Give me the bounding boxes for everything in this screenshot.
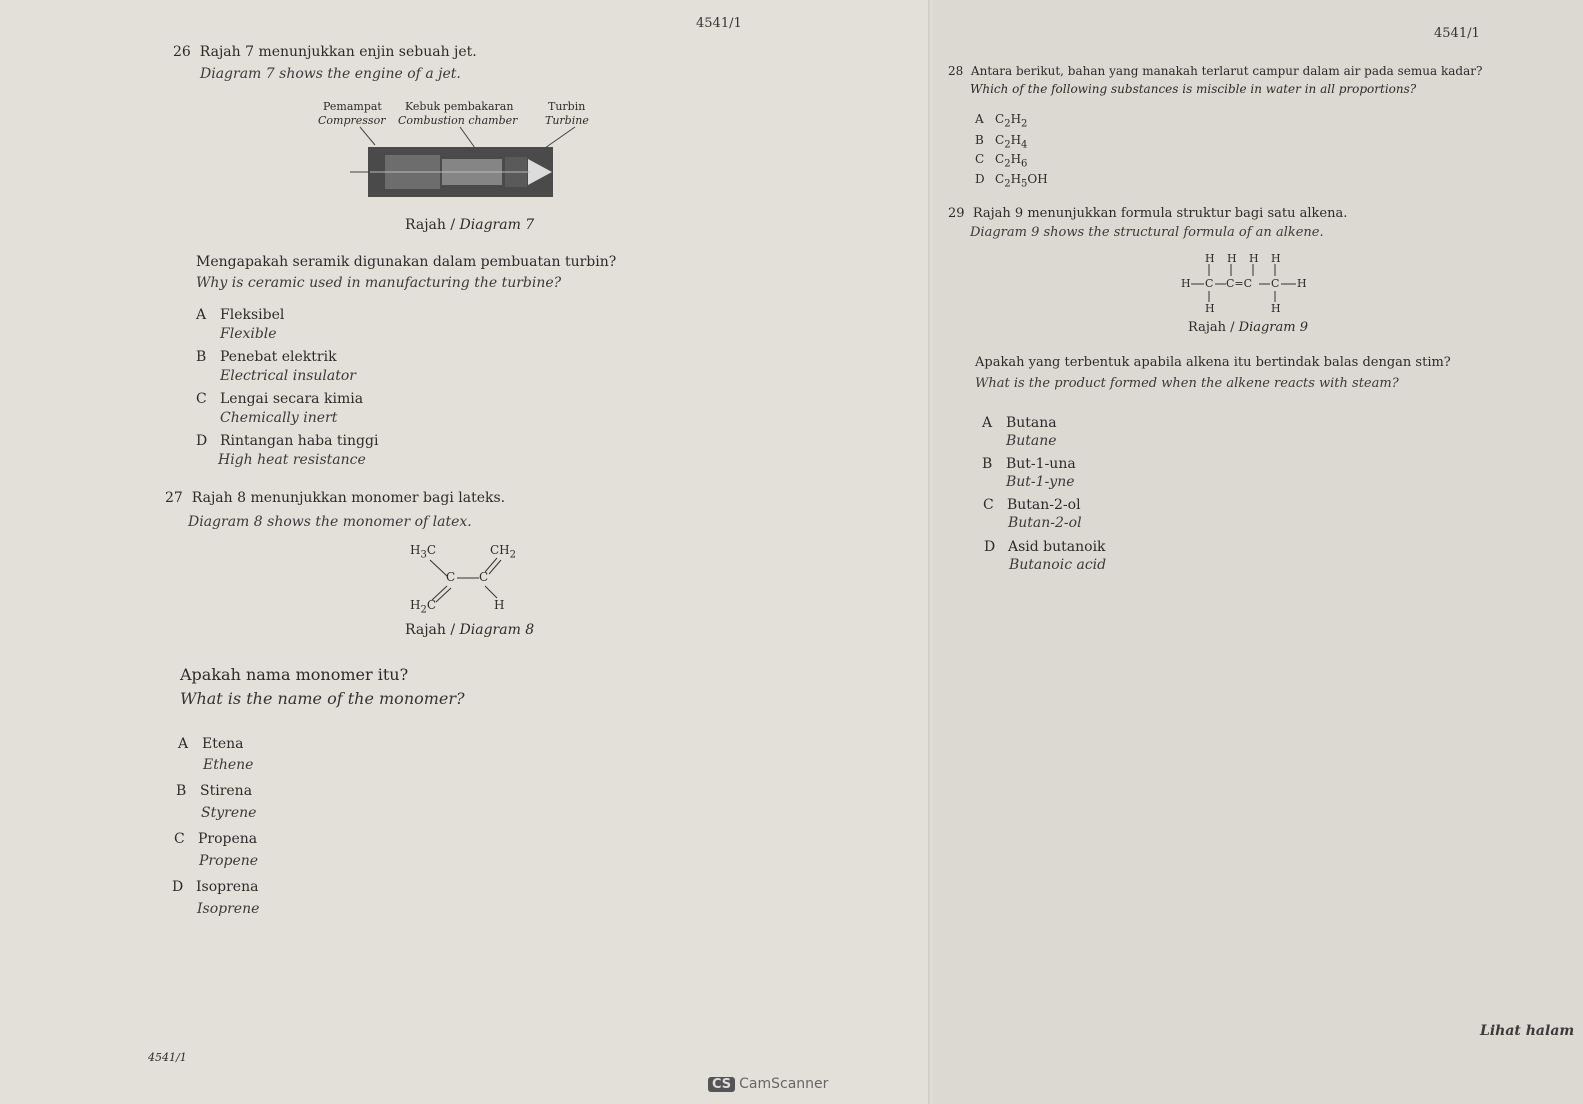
alkene-h-top-2: H <box>1227 252 1237 265</box>
q29-option-a-en: Butane <box>1006 433 1057 449</box>
isoprene-h2c: $H_2C$ <box>410 598 437 616</box>
footer-next-page: Lihat halam <box>1480 1023 1575 1039</box>
alkene-c-4: C <box>1271 277 1280 290</box>
isoprene-c2: C <box>479 570 489 584</box>
footer-code-left: 4541/1 <box>148 1051 187 1064</box>
camscanner-logo-icon: CS <box>708 1077 735 1092</box>
diagram8-caption: Rajah / Diagram 8 <box>405 622 535 638</box>
q27-option-c[interactable]: C Propena <box>174 831 258 847</box>
q26-option-d[interactable]: D Rintangan haba tinggi <box>196 433 379 449</box>
q26-number: 26 <box>173 44 191 60</box>
q26-text-ms: 26 Rajah 7 menunjukkan enjin sebuah jet. <box>173 44 477 60</box>
alkene-bonds <box>1175 250 1315 315</box>
q27-option-b-en: Styrene <box>201 805 257 821</box>
q28-option-a[interactable]: A $C_2H_2$ <box>975 112 1028 130</box>
q26-question-ms: Mengapakah seramik digunakan dalam pembuatan turbin? <box>196 254 617 270</box>
label-turbine-ms: Turbin <box>548 100 586 113</box>
q28-number: 28 <box>948 64 964 78</box>
q27-question-ms: Apakah nama monomer itu? <box>180 665 409 684</box>
label-compressor-en: Compressor <box>318 114 386 127</box>
q27-option-a-en: Ethene <box>203 757 254 773</box>
q26-option-a[interactable]: A Fleksibel <box>196 307 285 323</box>
q27-option-d[interactable]: D Isoprena <box>172 879 259 895</box>
jet-engine-diagram <box>330 125 620 205</box>
q27-question-en: What is the name of the monomer? <box>180 689 465 708</box>
q29-option-b[interactable]: B But-1-una <box>982 456 1076 472</box>
q29-option-d[interactable]: D Asid butanoik <box>984 539 1106 555</box>
q29-option-c[interactable]: C Butan-2-ol <box>983 497 1081 513</box>
isoprene-h3c: $H_3C$ <box>410 543 437 561</box>
q28-option-c[interactable]: C $C_2H_6$ <box>975 152 1028 170</box>
page-code-left: 4541/1 <box>696 16 742 31</box>
q29-question-en: What is the product formed when the alkene reacts with steam? <box>975 376 1399 391</box>
label-compressor-ms: Pemampat <box>323 100 382 113</box>
label-chamber-en: Combustion chamber <box>398 114 518 127</box>
q26-question-en: Why is ceramic used in manufacturing the turbine? <box>196 275 562 291</box>
q29-text-en: Diagram 9 shows the structural formula of an alkene. <box>970 225 1324 240</box>
q27-option-d-en: Isoprene <box>197 901 260 917</box>
alkene-h-top-3: H <box>1249 252 1259 265</box>
alkene-c-double: C=C <box>1226 277 1253 290</box>
q29-option-d-en: Butanoic acid <box>1009 557 1107 573</box>
alkene-h-bottom-4: H <box>1271 302 1281 315</box>
alkene-h-bottom-1: H <box>1205 302 1215 315</box>
alkene-h-top-1: H <box>1205 252 1215 265</box>
q28-option-d[interactable]: D $C_2H_5OH$ <box>975 172 1048 190</box>
q28-text-en: Which of the following substances is miscible in water in all proportions? <box>970 82 1417 96</box>
camscanner-watermark: CS CamScanner <box>708 1076 828 1092</box>
q27-text-ms: 27 Rajah 8 menunjukkan monomer bagi lateks. <box>165 490 506 506</box>
isoprene-c1: C <box>446 570 456 584</box>
alkene-h-right: H <box>1297 277 1307 290</box>
q27-text-en: Diagram 8 shows the monomer of latex. <box>188 514 472 530</box>
isoprene-h: H <box>494 598 505 612</box>
alkene-c-1: C <box>1205 277 1214 290</box>
page-fold <box>928 0 932 1104</box>
alkene-h-left: H <box>1181 277 1191 290</box>
q27-option-b[interactable]: B Stirena <box>176 783 253 799</box>
q26-option-a-en: Flexible <box>220 326 277 342</box>
diagram7-caption: Rajah / Diagram 7 <box>405 217 535 233</box>
q27-option-c-en: Propene <box>199 853 259 869</box>
label-chamber-ms: Kebuk pembakaran <box>405 100 514 113</box>
q29-option-a[interactable]: A Butana <box>982 415 1057 431</box>
label-turbine-en: Turbine <box>545 114 589 127</box>
alkene-h-top-4: H <box>1271 252 1281 265</box>
diagram9-caption: Rajah / Diagram 9 <box>1188 320 1308 335</box>
q26-option-b[interactable]: B Penebat elektrik <box>196 349 337 365</box>
q29-option-c-en: Butan-2-ol <box>1008 515 1082 531</box>
q29-option-b-en: But-1-yne <box>1006 474 1075 490</box>
page-code-right: 4541/1 <box>1434 26 1480 41</box>
q28-text-ms: 28 Antara berikut, bahan yang manakah terlarut campur dalam air pada semua kadar? <box>948 64 1483 78</box>
q29-number: 29 <box>948 206 965 221</box>
q27-number: 27 <box>165 490 183 506</box>
isoprene-bonds <box>405 540 535 615</box>
q29-question-ms: Apakah yang terbentuk apabila alkena itu bertindak balas dengan stim? <box>975 355 1451 370</box>
isoprene-ch2: $CH_2$ <box>490 543 517 561</box>
q27-option-a[interactable]: A Etena <box>178 736 244 752</box>
q26-option-c[interactable]: C Lengai secara kimia <box>196 391 364 407</box>
q26-option-b-en: Electrical insulator <box>220 368 357 384</box>
q28-option-b[interactable]: B $C_2H_4$ <box>975 133 1028 151</box>
q26-option-d-en: High heat resistance <box>218 452 366 468</box>
q29-text-ms: 29 Rajah 9 menunjukkan formula struktur bagi satu alkena. <box>948 206 1348 221</box>
q26-text-en: Diagram 7 shows the engine of a jet. <box>200 66 461 82</box>
q26-option-c-en: Chemically inert <box>220 410 338 426</box>
